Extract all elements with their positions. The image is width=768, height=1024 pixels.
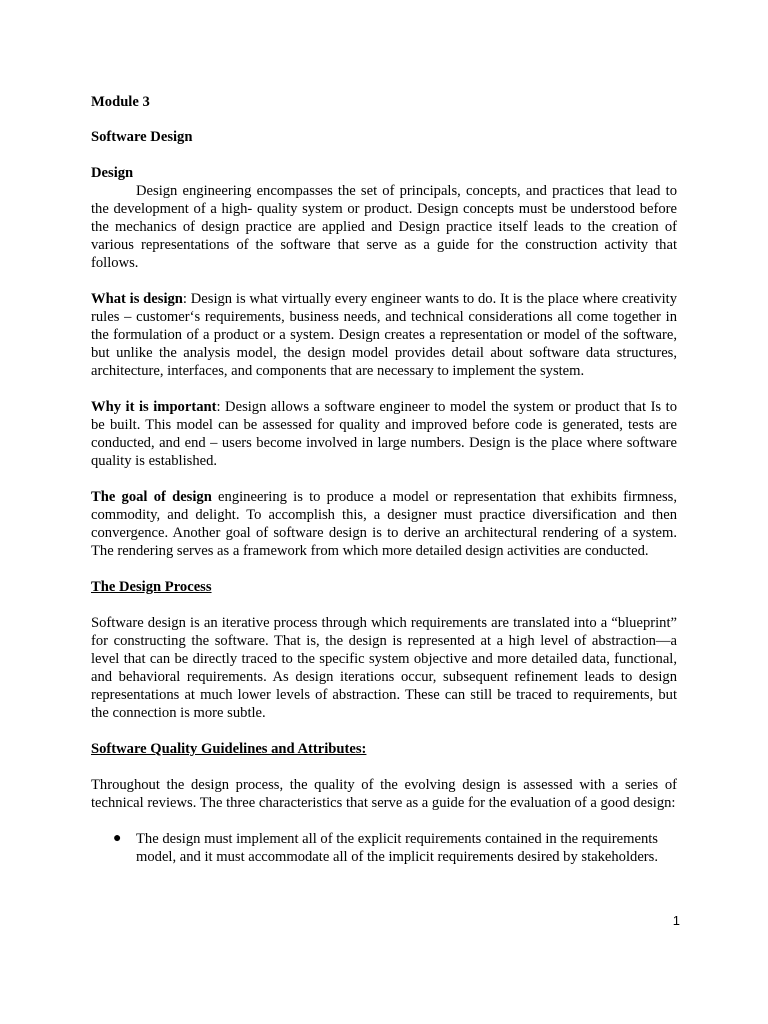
section-title: Software Design bbox=[91, 129, 193, 145]
bullet-text: The design must implement all of the explicit requirements contained in the requirements model, and it must accommodate all of the implicit requirements desired by stakeholders. bbox=[136, 831, 658, 865]
page-content bbox=[91, 93, 677, 866]
quality-paragraph: Throughout the design process, the quality of the evolving design is assessed with a series of technical reviews. The three characteristics that serve as a guide for the evaluation of a good design: bbox=[91, 777, 677, 811]
bullet-icon: ● bbox=[113, 831, 122, 846]
what-is-design-label: What is design bbox=[91, 291, 183, 307]
goal-of-design-label: The goal of design bbox=[91, 489, 212, 505]
design-heading: Design bbox=[91, 165, 134, 181]
goal-of-design-text: engineering is to produce a model or representation that exhibits firmness, commodity, and delight. To accomplish this, a designer must practice diversification and then convergence. Another goal of software design is to derive an architectural rendering of a system. The rendering serves as a framework from which more detailed design activities are conducted. bbox=[91, 489, 677, 559]
why-important-paragraph bbox=[91, 398, 677, 470]
why-important-text: : Design allows a software engineer to model the system or product that Is to be built. This model can be assessed for quality and improved before code is generated, tests are conducted, and end – users become involved in large numbers. Design is the place where software quality is established. bbox=[91, 399, 677, 469]
list-item bbox=[91, 830, 677, 866]
quality-bullet-list bbox=[91, 830, 677, 866]
why-important-label: Why it is important bbox=[91, 399, 217, 415]
quality-heading: Software Quality Guidelines and Attributes: bbox=[91, 741, 367, 757]
design-process-heading: The Design Process bbox=[91, 579, 212, 595]
design-process-paragraph: Software design is an iterative process through which requirements are translated into a “blueprint” for constructing the software. That is, the design is represented at a high level of abstraction—a level that can be directly traced to the specific system objective and more detailed data, functional, and behavioral requirements. As design iterations occur, subsequent refinement leads to design representations at much lower levels of abstraction. These can still be traced to requirements, but the connection is more subtle. bbox=[91, 615, 677, 721]
what-is-design-text: : Design is what virtually every engineer wants to do. It is the place where creativity rules – customer‘s requirements, business needs, and technical considerations all come together in the formulation of a product or a system. Design creates a representation or model of the software, but unlike the analysis model, the design model provides detail about software data structures, architecture, interfaces, and components that are necessary to implement the system. bbox=[91, 291, 677, 379]
what-is-design-paragraph bbox=[91, 290, 677, 380]
design-paragraph: Design engineering encompasses the set of principals, concepts, and practices that lead to the development of a high- quality system or product. Design concepts must be understood before the mechanics of design practice are applied and Design practice itself leads to the creation of various representations of the software that serve as a guide for the construction activity that follows. bbox=[91, 183, 677, 271]
goal-of-design-paragraph bbox=[91, 488, 677, 560]
module-title: Module 3 bbox=[91, 94, 150, 110]
page-number: 1 bbox=[672, 913, 680, 928]
